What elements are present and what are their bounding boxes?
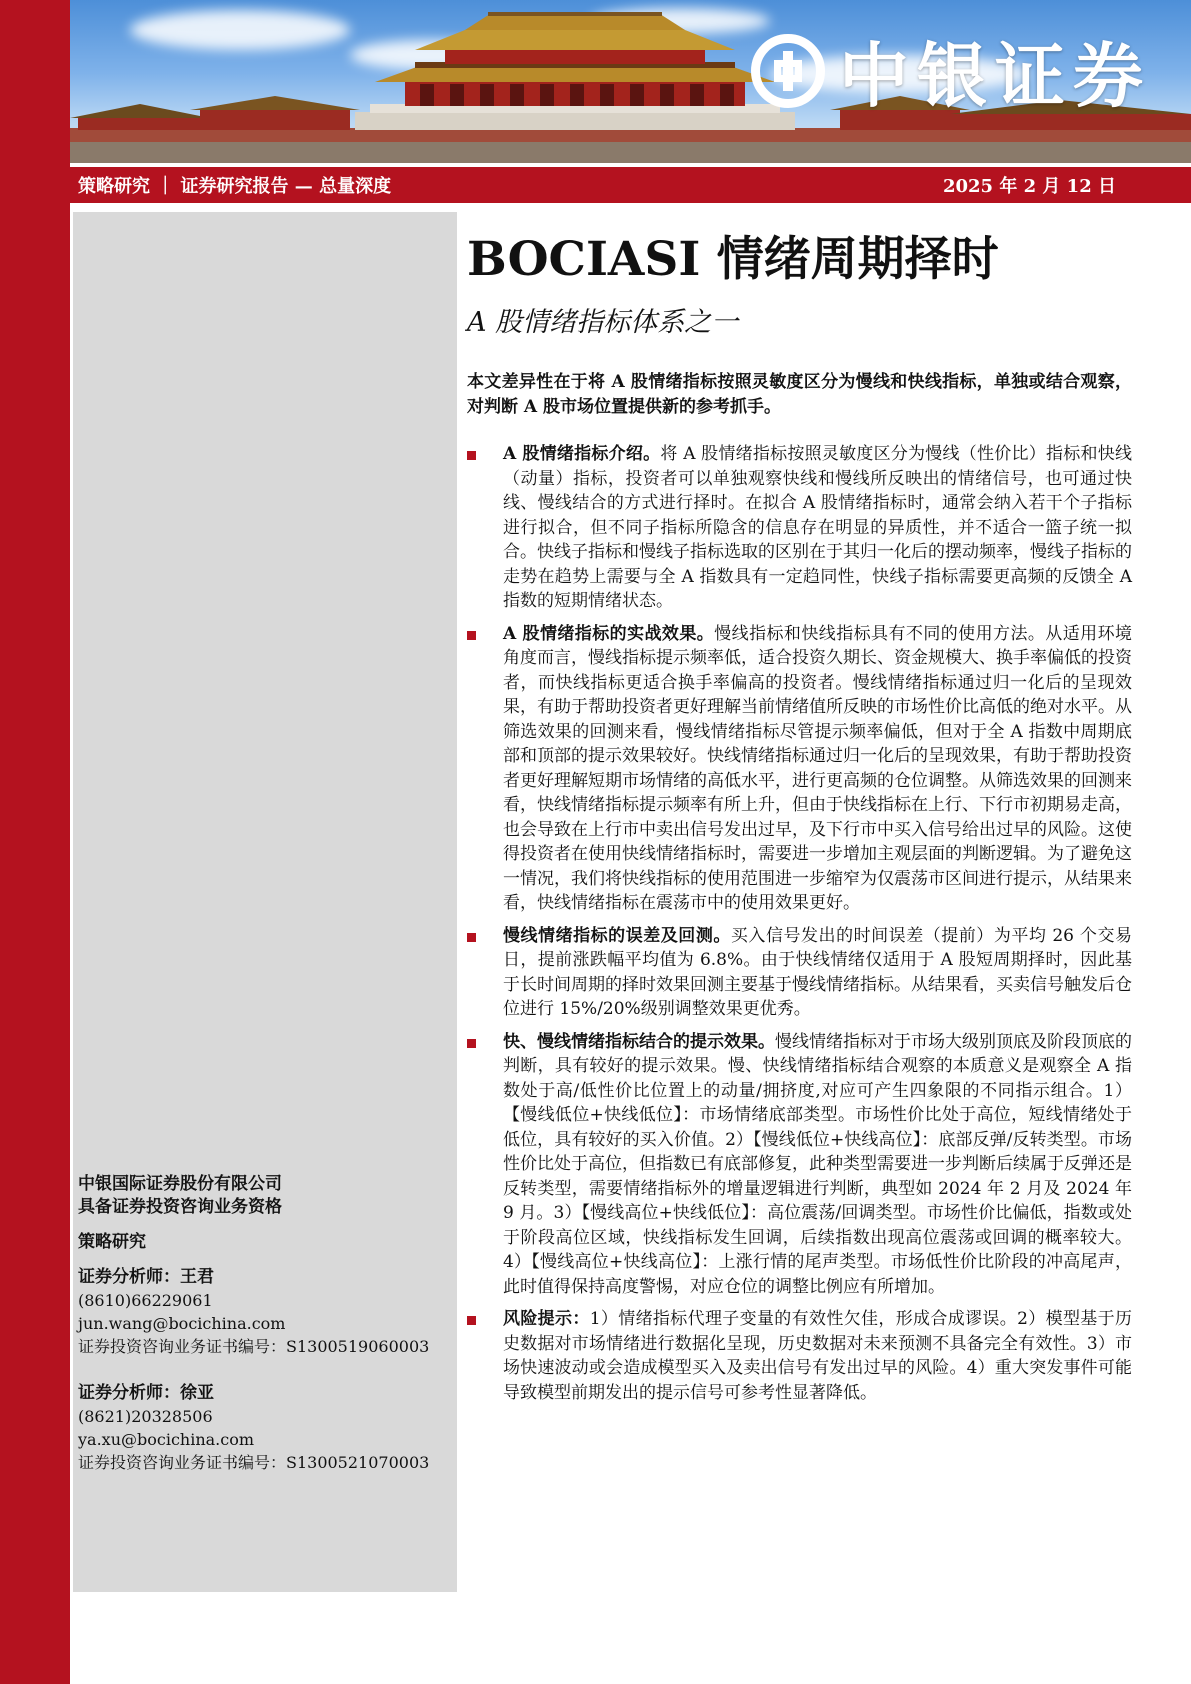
analyst-phone: (8610)66229061 — [78, 1291, 213, 1310]
key-point-text: 慢线指标和快线指标具有不同的使用方法。从适用环境角度而言，慢线指标提示频率低，适合投资久期长、资金规模大、换手率偏低的投资者，而快线指标更适合换手率偏高的投资者。慢线情绪指标通过归一化后的呈现效果，有助于帮助投资者更好理解当前情绪值所反映的市场性价比高低的绝对水平。从筛选效果的回测来看，慢线情绪指标尽管提示频率偏低，但对于全 A 指数中周期底部和顶部的提示效果较好。快线情绪指标通过归一化后的呈现效果，有助于帮助投资者更好理解短期市场情绪的高低水平，进行更高频的仓位调整。从筛选效果的回测来看，快线情绪指标提示频率有所上升，但由于快线指标在上行、下行市初期易走高，也会导致在上行市中卖出信号发出过早，及下行市中买入信号给出过早的风险。这使得投资者在使用快线情绪指标时，需要进一步增加主观层面的判断逻辑。为了避免这一情况，我们将快线指标的使用范围进一步缩窄为仅震荡市区间进行提示，从结果来看，快线情绪指标在震荡市中的使用效果更好。 — [503, 623, 1133, 913]
analyst-phone: (8621)20328506 — [78, 1407, 213, 1426]
key-point-lead: A 股情绪指标的实战效果。 — [503, 623, 715, 644]
report-main-content — [467, 222, 1132, 1413]
bullet-square-icon — [467, 933, 476, 942]
department: 策略研究 — [78, 1232, 146, 1252]
analyst-cert: 证券投资咨询业务证书编号：S1300519060003 — [78, 1337, 430, 1356]
key-point — [467, 622, 1132, 916]
report-category-bar — [70, 167, 1191, 203]
key-point — [467, 1307, 1132, 1405]
key-point-lead: A 股情绪指标介绍。 — [503, 444, 661, 464]
key-point-text: 1）情绪指标代理子变量的有效性欠佳，形成合成谬误。2）模型基于历史数据对市场情绪进行数据化呈现，历史数据对未来预测不具备完全有效性。3）市场快速波动或会造成模型买入及卖出信号有发出过早的风险。4）重大突发事件可能导致模型前期发出的提示信号可参考性显著降低。 — [503, 1309, 1132, 1403]
key-point-lead: 快、慢线情绪指标结合的提示效果。 — [503, 1031, 775, 1052]
analyst-block — [78, 1382, 458, 1474]
sidebar-contact-info — [78, 1173, 458, 1474]
bullet-square-icon — [467, 631, 476, 640]
key-points-list — [467, 442, 1132, 1405]
key-point-text: 将 A 股情绪指标按照灵敏度区分为慢线（性价比）指标和快线（动量）指标，投资者可以单独观察快线和慢线所反映出的情绪信号，也可通过快线、慢线结合的方式进行择时。在拟合 A 股情绪指标时，通常会纳入若干个子指标进行拟合，但不同子指标所隐含的信息存在明显的异质性，并不适合一篮子统一拟合。快线子指标和慢线子指标选取的区别在于其归一化后的摆动频率，慢线子指标的走势在趋势上需要与全 A 指数具有一定趋同性，快线子指标需要更高频的反馈全 A 指数的短期情绪状态。 — [503, 444, 1132, 611]
bank-of-china-logo-icon — [751, 34, 825, 108]
analyst-block — [78, 1266, 458, 1358]
bullet-square-icon — [467, 1039, 476, 1048]
company-qualification: 具备证券投资咨询业务资格 — [78, 1197, 282, 1217]
report-title: BOCIASI 情绪周期择时 — [467, 232, 999, 287]
bullet-square-icon — [467, 451, 476, 460]
bullet-square-icon — [467, 1316, 476, 1325]
left-accent-stripe — [0, 0, 70, 1684]
brand-name: 中银证券 — [839, 35, 1151, 117]
key-point-text: 买入信号发出的时间误差（提前）为平均 26 个交易日，提前涨跌幅平均值为 6.8%。由于快线情绪仅适用于 A 股短周期择时，因此基于长时间周期的择时效果回测主要基于慢线情绪指标。从结果看，买卖信号触发后仓位进行 15%/20%级别调整效果更优秀。 — [503, 925, 1132, 1019]
report-date: 2025 年 2 月 12 日 — [942, 176, 1116, 197]
header-banner-image — [70, 0, 1191, 163]
key-point-lead: 慢线情绪指标的误差及回测。 — [503, 925, 731, 946]
key-point — [467, 442, 1132, 614]
analyst-title: 证券分析师：王君 — [78, 1267, 214, 1287]
key-point-lead: 风险提示： — [503, 1309, 590, 1329]
analyst-cert: 证券投资咨询业务证书编号：S1300521070003 — [78, 1453, 430, 1472]
report-category: 策略研究 ｜ 证券研究报告 — 总量深度 — [78, 176, 392, 197]
report-summary: 本文差异性在于将 A 股情绪指标按照灵敏度区分为慢线和快线指标，单独或结合观察，对判断 A 股市场位置提供新的参考抓手。 — [467, 372, 1132, 417]
key-point-text: 慢线情绪指标对于市场大级别顶底及阶段顶底的判断，具有较好的提示效果。慢、快线情绪指标结合观察的本质意义是观察全 A 指数处于高/低性价比位置上的动量/拥挤度,对应可产生四象限的不同指示组合。1）【慢线低位+快线低位】：市场情绪底部类型。市场性价比处于高位，短线情绪处于低位，具有较好的买入价值。2）【慢线低位+快线高位】：底部反弹/反转类型。市场性价比处于高位，但指数已有底部修复，此种类型需要进一步判断后续属于反弹还是反转类型，需要情绪指标外的增量逻辑进行判断，典型如 2024 年 2 月及 2024 年 9 月。3）【慢线高位+快线低位】：高位震荡/回调类型。市场性价比偏低，指数或处于阶段高位区域，快线指标发生回调，后续指数出现高位震荡或回调的概率较大。4）【慢线高位+快线高位】：上涨行情的尾声类型。市场低性价比阶段的冲高尾声，此时值得保持高度警惕，对应仓位的调整比例应有所增加。 — [503, 1031, 1132, 1297]
report-subtitle: A 股情绪指标体系之一 — [467, 307, 739, 338]
company-name: 中银国际证券股份有限公司 — [78, 1174, 282, 1194]
key-point — [467, 1030, 1132, 1300]
analyst-title: 证券分析师：徐亚 — [78, 1383, 214, 1403]
analyst-email[interactable]: ya.xu@bocichina.com — [78, 1430, 255, 1449]
brand-logo — [751, 20, 1151, 121]
analyst-email[interactable]: jun.wang@bocichina.com — [78, 1314, 286, 1333]
key-point — [467, 924, 1132, 1022]
